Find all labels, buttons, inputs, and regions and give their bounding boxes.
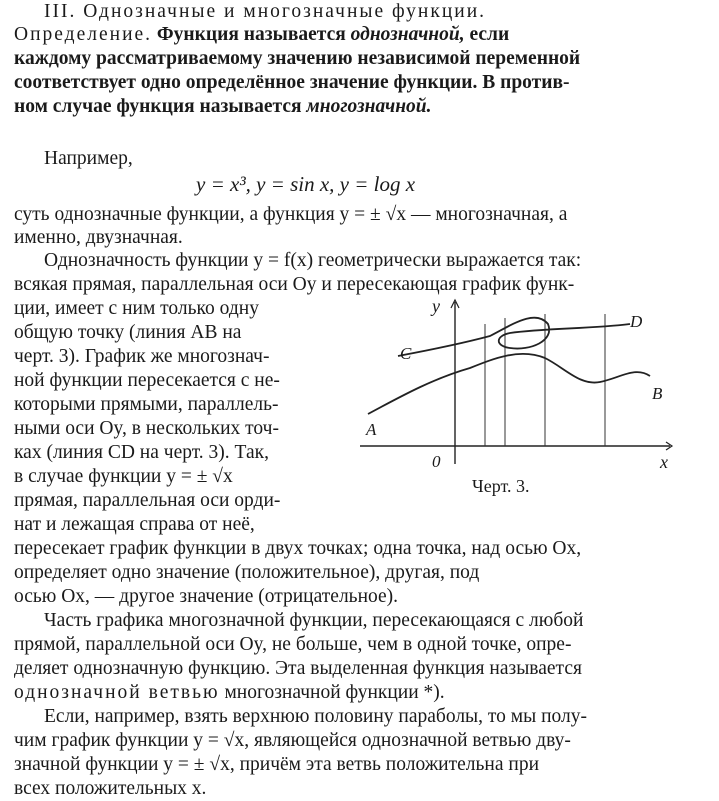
definition-line-4: ном случае функция называется многозначной. [14, 96, 432, 117]
p2-line-15: осью Ox, — другое значение (отрицательное). [14, 586, 399, 607]
p3-line-3: деляет однозначную функцию. Эта выделенная функция называется [14, 658, 582, 679]
p4-line-1: Если, например, взять верхнюю половину параболы, то мы полу- [44, 706, 588, 727]
example-formulas: y = x³, y = sin x, y = log x [196, 172, 416, 196]
term-single-valued: однозначной, [350, 24, 465, 45]
definition-label: Определение. [14, 24, 153, 45]
label-x: x [660, 452, 668, 472]
term-multi-valued: многозначной. [306, 96, 432, 117]
p3-line-1: Часть графика многозначной функции, пересекающаяся с любой [44, 610, 584, 631]
label-c: C [400, 344, 412, 363]
definition-line-2: каждому рассматриваемому значению независимой переменной [14, 48, 581, 69]
example-line-1: суть однозначные функции, а функция y = ± √x — многозначная, а [14, 204, 568, 225]
label-b: B [652, 384, 663, 403]
label-a: A [366, 420, 377, 439]
p4-line-3: значной функции y = ± √x, причём эта ветвь положительна при [14, 754, 540, 775]
p2-line-5: черт. 3). График же многознач- [14, 346, 270, 367]
term-single-valued-branch: однозначной ветвью [14, 682, 220, 703]
label-d: D [630, 312, 643, 331]
p4-line-2: чим график функции y = √x, являющейся однозначной ветвью дву- [14, 730, 571, 751]
p2-line-4: общую точку (линия AB на [14, 322, 242, 343]
p2-line-7: которыми прямыми, параллель- [14, 394, 279, 415]
p2-line-10: в случае функции y = ± √x [14, 466, 233, 487]
example-line-2: именно, двузначная. [14, 227, 183, 248]
definition-line-1: Определение. Функция называется однозначной, если [14, 24, 510, 45]
curve-cd [398, 318, 630, 356]
figure-caption: Черт. 3. [472, 476, 530, 496]
p2-line-12: нат и лежащая справа от неё, [14, 514, 255, 535]
p3-line-2: прямой, параллельной оси Oy, не больше, чем в одной точке, опре- [14, 634, 572, 655]
p2-line-11: прямая, параллельная оси орди- [14, 490, 281, 511]
example-intro: Например, [44, 148, 133, 169]
p3-line-4: однозначной ветвью многозначной функции *). [14, 682, 445, 703]
p2-line-3: ции, имеет с ним только одну [14, 298, 259, 319]
p2-line-6: ной функции пересекается с не- [14, 370, 280, 391]
p2-line-8: ными оси Oy, в нескольких точ- [14, 418, 279, 439]
label-origin: 0 [432, 452, 441, 471]
p2-line-2: всякая прямая, параллельная оси Oy и пересекающая график функ- [14, 274, 575, 295]
p2-line-13: пересекает график функции в двух точках; одна точка, над осью Ox, [14, 538, 582, 559]
label-y: y [432, 296, 440, 316]
p2-line-1: Однозначность функции y = f(x) геометрически выражается так: [44, 250, 582, 271]
p2-line-9: ках (линия CD на черт. 3). Так, [14, 442, 269, 463]
section-title: III. Однозначные и многозначные функции. [44, 1, 487, 22]
definition-line-3: соответствует одно определённое значение функции. В против- [14, 72, 570, 93]
p2-line-14: определяет одно значение (положительное), другая, под [14, 562, 480, 583]
figure-3 [360, 296, 680, 500]
p4-line-4: всех положительных x. [14, 778, 207, 799]
